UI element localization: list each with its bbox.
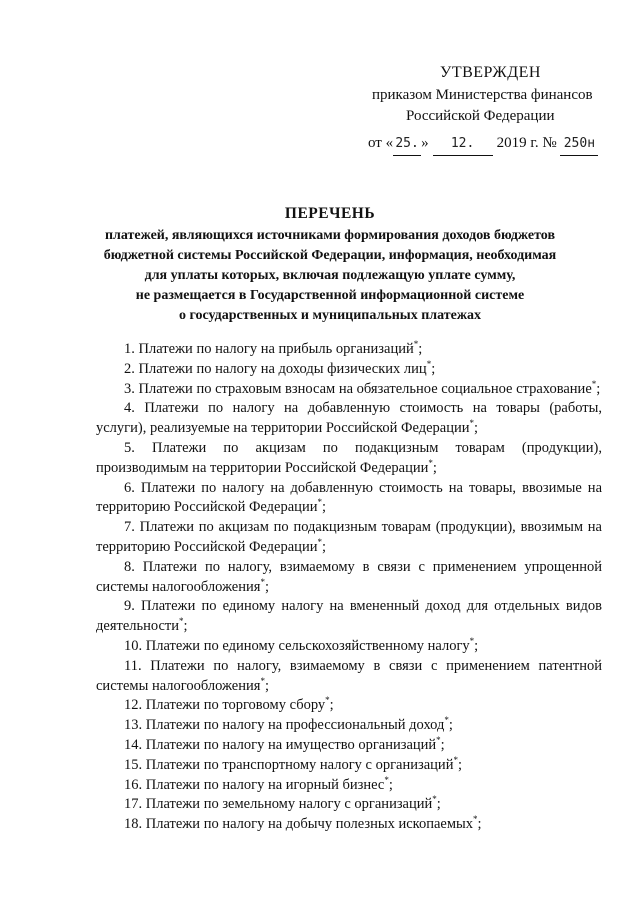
list-item-text: 3. Платежи по страховым взносам на обязательное социальное страхование [124, 380, 592, 397]
list-item [96, 558, 602, 598]
list-item [96, 795, 602, 815]
list-item-end: ; [457, 756, 462, 773]
list-item-text: 14. Платежи по налогу на имущество организаций [124, 736, 437, 753]
list-item [96, 637, 602, 657]
footnote-mark: * [453, 754, 458, 765]
list-item-text: 15. Платежи по транспортному налогу с организаций [124, 756, 454, 773]
approval-date-line [368, 132, 598, 156]
footnote-mark: * [469, 635, 475, 646]
footnote-mark: * [591, 378, 597, 389]
list-item [96, 399, 602, 439]
list-item [96, 518, 602, 558]
footnote-mark: * [426, 358, 432, 369]
date-quote-close: » [421, 135, 429, 151]
list-item [96, 815, 602, 835]
footnote-mark: * [384, 774, 389, 785]
approval-order-line: приказом Министерства финансов [372, 87, 593, 103]
list-item-text: 5. Платежи по акцизам по подакцизным товарам (продукции), производимым на территории Российской Федерации [96, 439, 602, 476]
list-item-text: 4. Платежи по налогу на добавленную стоимость на товары (работы, услуги), реализуемые на территории Российской Федерации [96, 400, 602, 437]
footnote-mark: * [317, 497, 322, 508]
list-item-text: 2. Платежи по налогу на доходы физических лиц [124, 360, 427, 377]
list-item-text: 10. Платежи по единому сельскохозяйственному налогу [124, 637, 470, 654]
heading-line: для уплаты которых, включая подлежащую уплате сумму, [144, 268, 516, 283]
list-item-end: ; [388, 776, 393, 793]
list-item-text: 13. Платежи по налогу на профессиональный доход [124, 717, 445, 734]
footnote-mark: * [436, 734, 441, 745]
footnote-mark: * [473, 814, 478, 825]
list-item-end: ; [596, 380, 601, 397]
list-item [96, 439, 602, 479]
date-day: 25. [393, 133, 421, 156]
list-item-end: ; [436, 796, 441, 813]
footnote-mark: * [428, 457, 433, 468]
list-item [96, 380, 602, 400]
list-item-text: 16. Платежи по налогу на игорный бизнес [124, 776, 385, 793]
list-item [96, 716, 602, 736]
footnote-mark: * [260, 576, 265, 587]
list-item [96, 696, 602, 716]
list-item-text: 8. Платежи по налогу, взимаемому в связи с применением упрощенной системы налогообложения [96, 558, 602, 595]
approval-title: УТВЕРЖДЕН [440, 64, 541, 81]
list-item [96, 479, 602, 519]
heading-title: ПЕРЕЧЕНЬ [284, 205, 376, 222]
list-item [96, 756, 602, 776]
list-item-end: ; [477, 816, 482, 833]
date-prefix: от « [368, 135, 394, 151]
approval-authority-line: Российской Федерации [406, 108, 555, 124]
list-item [96, 776, 602, 796]
payment-list [96, 340, 602, 835]
list-item-end: ; [321, 538, 326, 555]
footnote-mark: * [325, 695, 330, 706]
list-item-end: ; [473, 420, 479, 437]
footnote-mark: * [317, 536, 322, 547]
heading-line: бюджетной системы Российской Федерации, информация, необходимая [103, 248, 557, 263]
list-item-text: 11. Платежи по налогу, взимаемому в связи с применением патентной системы налогообложения [96, 657, 602, 694]
heading-line: не размещается в Государственной информационной системе [135, 288, 525, 303]
list-item-text: 17. Платежи по земельному налогу с организаций [124, 796, 433, 813]
list-item-end: ; [264, 677, 269, 694]
list-item-text: 12. Платежи по торговому сбору [124, 697, 326, 714]
footnote-mark: * [469, 418, 474, 429]
list-item-end: ; [321, 499, 326, 516]
list-item-text: 6. Платежи по налогу на добавленную стоимость на товары, ввозимые на территорию Российской Федерации [96, 479, 602, 516]
list-item-end: ; [418, 341, 423, 357]
list-item-text: 7. Платежи по акцизам по подакцизным товарам (продукции), ввозимым на территорию Российской Федерации [96, 519, 602, 555]
order-number: 250н [560, 133, 598, 156]
heading-line: о государственных и муниципальных платежах [178, 308, 482, 323]
list-item-end: ; [448, 717, 453, 734]
document-heading [60, 204, 600, 326]
list-item [96, 360, 602, 380]
list-item-text: 1. Платежи по налогу на прибыль организаций [124, 341, 414, 357]
list-item-end: ; [474, 637, 479, 654]
footnote-mark: * [413, 339, 419, 349]
date-month: 12. [433, 133, 493, 156]
list-item-text: 18. Платежи по налогу на добычу полезных ископаемых [124, 816, 474, 833]
list-item-end: ; [431, 360, 436, 377]
list-item-end: ; [329, 697, 334, 714]
heading-line: платежей, являющихся источниками формирования доходов бюджетов [104, 228, 556, 243]
footnote-mark: * [444, 715, 449, 726]
heading-subtitle [60, 226, 600, 326]
list-item-text: 9. Платежи по единому налогу на вмененный доход для отдельных видов деятельности [96, 598, 602, 635]
list-item [96, 736, 602, 756]
list-item-end: ; [183, 618, 188, 635]
list-item-end: ; [440, 736, 445, 753]
list-item [96, 340, 602, 360]
list-item-end: ; [432, 459, 437, 476]
footnote-mark: * [260, 675, 265, 686]
list-item [96, 657, 602, 697]
date-year: 2019 г. № [496, 135, 557, 151]
list-item [96, 597, 602, 637]
footnote-mark: * [432, 794, 437, 805]
footnote-mark: * [179, 616, 184, 627]
list-item-end: ; [264, 578, 269, 595]
